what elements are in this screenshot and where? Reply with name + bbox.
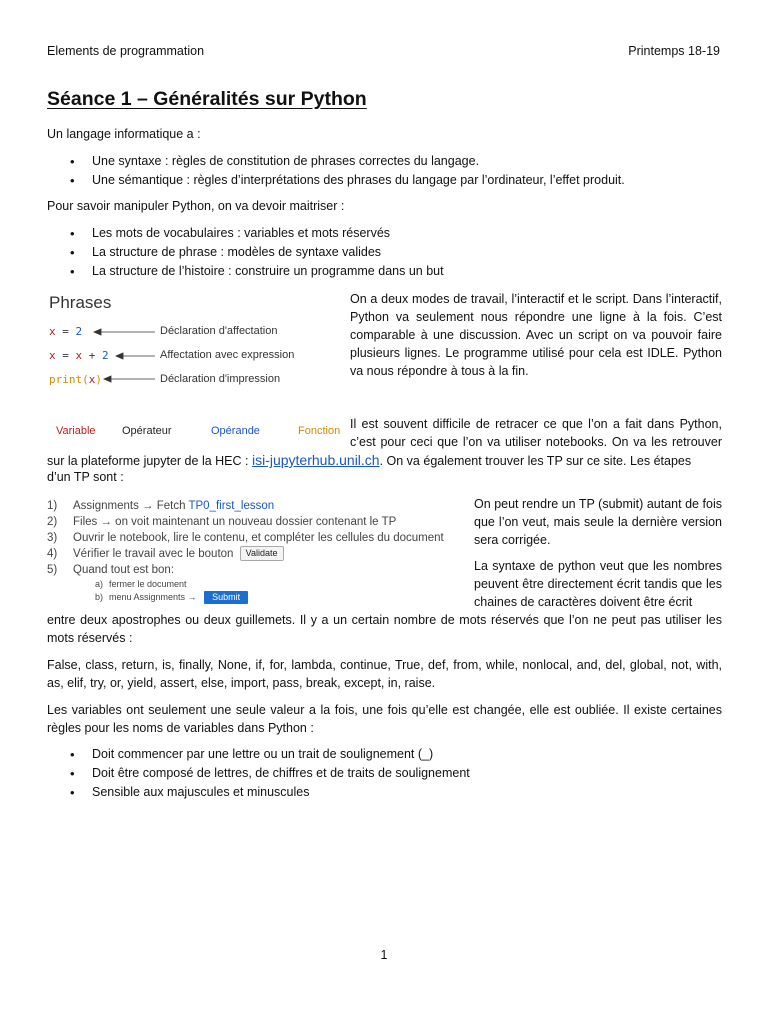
code-paren: ) — [95, 373, 102, 386]
substep-text: fermer le document — [109, 579, 187, 589]
legend-operator: Opérateur — [122, 425, 172, 437]
phrases-figure-title: Phrases — [49, 293, 112, 312]
annotation-assignment: Déclaration d'affectation — [160, 325, 278, 337]
step-text: Assignments → Fetch — [73, 500, 186, 512]
step-number: 1) — [47, 500, 58, 512]
step-text: Files → on voit maintenant un nouveau dossier contenant le TP — [73, 516, 397, 528]
notebook-text: sur la plateforme jupyter de la HEC : — [47, 454, 249, 468]
substep-number: b) — [95, 592, 104, 602]
tp-link[interactable]: TP0_first_lesson — [188, 500, 275, 512]
paragraph-variables: Les variables ont seulement une seule valeur a la fois, une fois qu’elle est changée, elle est oubliée. Il existe certaines règles pour les noms de variables dans Python : — [47, 703, 722, 735]
annotation-print: Déclaration d'impression — [160, 373, 281, 385]
paragraph-syntax-right: La syntaxe de python veut que les nombres peuvent être directement écrit tandis que les chaines de caractères doivent être écrit — [474, 559, 722, 609]
code-operand: 2 — [102, 349, 109, 362]
code-variable: x — [49, 349, 56, 362]
step-text: Vérifier le travail avec le bouton — [73, 548, 234, 560]
notebook-text: . On va également trouver les TP sur ce site. Les étapes — [379, 454, 692, 468]
code-operator: + — [88, 349, 96, 362]
list-item: • Doit commencer par une lettre ou un trait de soulignement (_) — [70, 745, 470, 764]
substep-number: a) — [95, 579, 104, 589]
step-text: Ouvrir le notebook, lire le contenu, et compléter les cellules du document — [73, 532, 444, 544]
paragraph-submit: On peut rendre un TP (submit) autant de fois que l’on veut, mais seule la dernière version sera corrigée. — [474, 497, 722, 547]
arrow-head — [104, 376, 111, 382]
paragraph-notebook-line3 — [47, 451, 722, 470]
list-item: • Sensible aux majuscules et minuscules — [70, 783, 470, 802]
legend-variable: Variable — [56, 425, 96, 437]
substep-text: menu Assignments → — [109, 592, 197, 602]
code-operator: = — [62, 325, 69, 338]
paragraph-modes: On a deux modes de travail, l’interactif et le script. Dans l’interactif, Python va seulement nous répondre une ligne à la fois. C’est comparable à une discussion. Avec un script on va pouvoir faire plusieurs lignes. Le programme utilisé pour cela est IDLE. Python va nous répondre à tous à la fin. — [350, 292, 722, 378]
arrow-head — [116, 353, 123, 359]
list-item: • Une syntaxe : règles de constitution de phrases correctes du langage. — [70, 152, 625, 171]
list-item: • La structure de phrase : modèles de syntaxe valides — [70, 243, 444, 262]
list-item: • Doit être composé de lettres, de chiffres et de traits de soulignement — [70, 764, 470, 783]
bullet-list-3 — [70, 745, 470, 802]
code-operator: = — [62, 349, 69, 362]
intro-text-1: Un langage informatique a : — [47, 127, 201, 141]
step-item — [47, 514, 467, 530]
code-variable: x — [88, 373, 96, 386]
step-item — [47, 530, 467, 546]
code-variable: x — [75, 349, 83, 362]
header-right: Printemps 18-19 — [628, 44, 720, 58]
paragraph-notebook-line4: d’un TP sont : — [47, 470, 124, 484]
code-paren: ( — [82, 373, 89, 386]
step-item — [47, 562, 467, 578]
validate-button[interactable]: Validate — [240, 546, 284, 561]
code-operand: 2 — [75, 325, 83, 338]
arrow-head — [94, 329, 101, 335]
code-variable: x — [49, 325, 56, 338]
reserved-words: False, class, return, is, finally, None, if, for, lambda, continue, True, def, from, while, nonlocal, and, del, global, not, with, as, elif, try, or, yield, assert, else, import, pass, break, except, in, raise. — [47, 658, 722, 690]
jupyterhub-link[interactable]: isi-jupyterhub.unil.ch — [251, 452, 380, 468]
tp-steps-figure — [47, 498, 467, 605]
code-function: print — [49, 373, 83, 386]
legend-operand: Opérande — [211, 425, 260, 437]
step-number: 5) — [47, 564, 58, 576]
legend-function: Fonction — [298, 425, 341, 437]
step-number: 4) — [47, 548, 58, 560]
substep-item — [47, 590, 467, 605]
paragraph-syntax-full: entre deux apostrophes ou deux guillemets. Il y a un certain nombre de mots réservés que l’on ne peut pas utiliser les mots réservés : — [47, 613, 722, 645]
step-number: 3) — [47, 532, 58, 544]
page-number: 1 — [380, 948, 388, 962]
list-item: • Une sémantique : règles d’interprétations des phrases du langage par l’ordinateur, l’effet produit. — [70, 171, 625, 190]
annotation-expression: Affectation avec expression — [160, 349, 295, 361]
page-title: Séance 1 – Généralités sur Python — [47, 88, 367, 110]
step-number: 2) — [47, 516, 58, 528]
substep-item — [47, 578, 467, 590]
step-item — [47, 546, 467, 562]
list-item: • La structure de l’histoire : construire un programme dans un but — [70, 262, 444, 281]
intro-text-2: Pour savoir manipuler Python, on va devoir maitriser : — [47, 199, 345, 213]
step-text: Quand tout est bon: — [73, 564, 175, 576]
list-item: • Les mots de vocabulaires : variables et mots réservés — [70, 224, 444, 243]
paragraph-notebook-line1: Il est souvent difficile de retracer ce que l’on a fait dans Python, — [350, 417, 722, 431]
submit-button[interactable]: Submit — [204, 591, 248, 604]
step-item — [47, 498, 467, 514]
paragraph-notebook-line2: c’est pour ceci que l’on va utiliser notebooks. On va les retrouver — [350, 435, 722, 449]
header-left: Elements de programmation — [47, 44, 205, 58]
